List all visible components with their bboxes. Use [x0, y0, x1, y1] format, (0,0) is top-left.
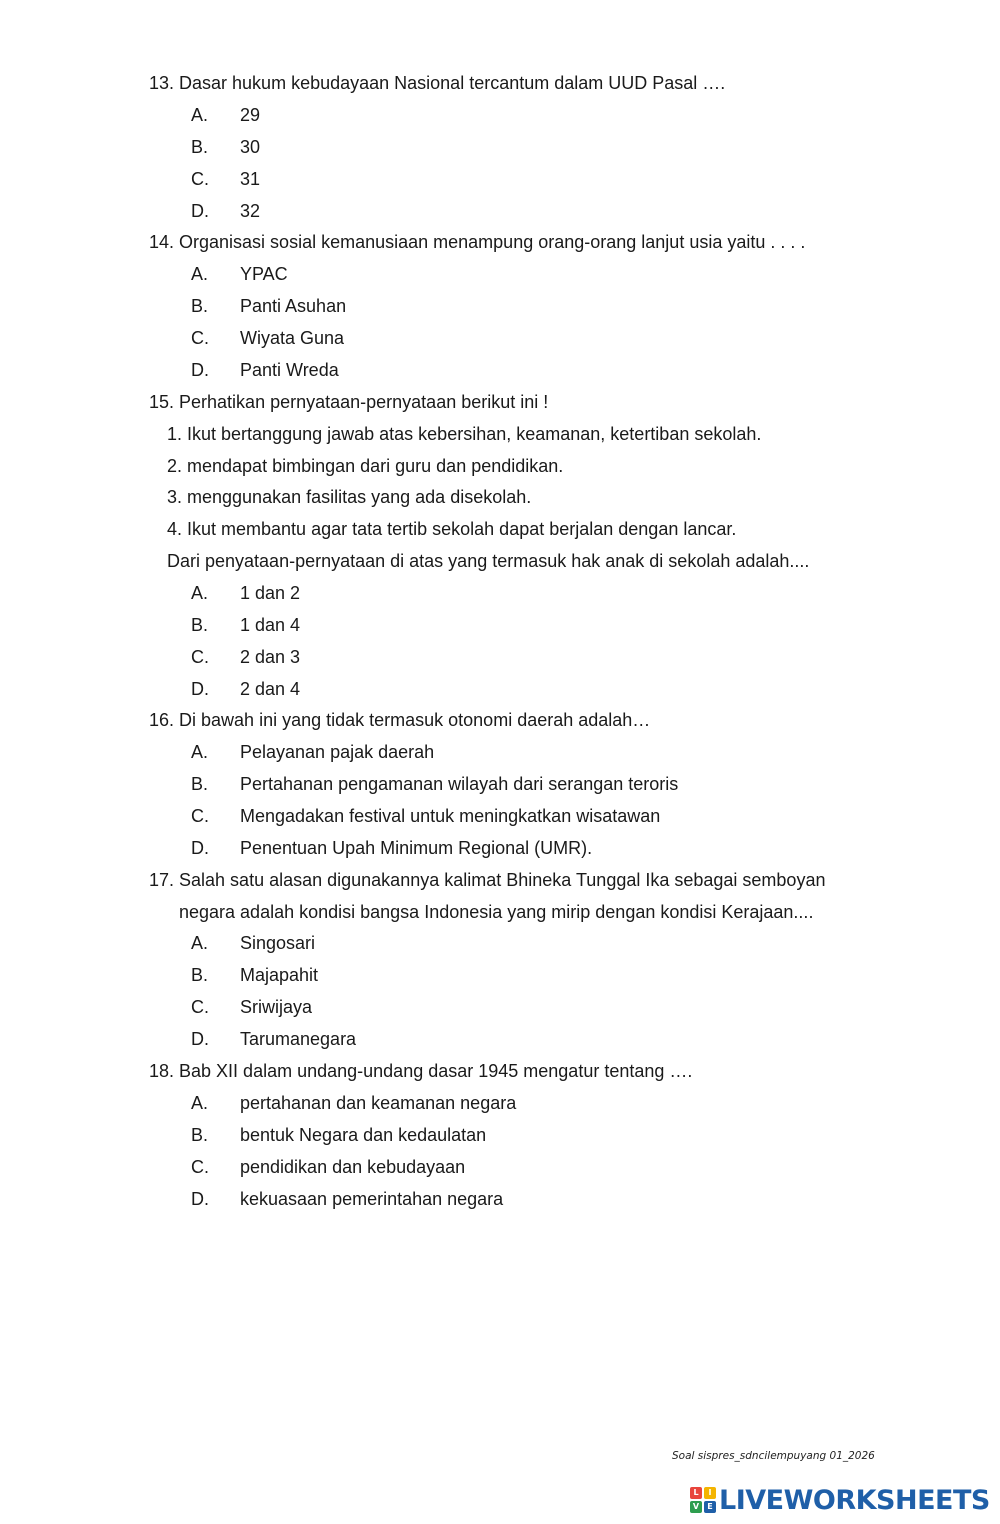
q16-option-a-letter: A. — [191, 742, 209, 762]
q14-option-c-letter: C. — [191, 328, 209, 348]
q14-option-d[interactable]: Panti Wreda — [240, 360, 339, 380]
q15-option-b-letter: B. — [191, 615, 209, 635]
question-16-stem: 16. Di bawah ini yang tidak termasuk otonomi daerah adalah… — [149, 710, 651, 730]
q13-option-c-letter: C. — [191, 169, 209, 189]
q15-option-d-letter: D. — [191, 679, 209, 699]
q15-option-b[interactable]: 1 dan 4 — [240, 615, 301, 635]
q17-option-b-letter: B. — [191, 965, 209, 985]
q14-option-c[interactable]: Wiyata Guna — [240, 328, 345, 348]
question-17-stem-cont: negara adalah kondisi bangsa Indonesia yang mirip dengan kondisi Kerajaan.... — [179, 902, 814, 922]
logo-tile-v: V — [690, 1501, 702, 1513]
q13-option-c[interactable]: 31 — [240, 169, 261, 189]
q15-statement-3: 3. menggunakan fasilitas yang ada disekolah. — [167, 487, 532, 507]
q14-option-b-letter: B. — [191, 296, 209, 316]
liveworksheets-logo-icon — [690, 1487, 716, 1513]
q16-option-a[interactable]: Pelayanan pajak daerah — [240, 742, 435, 762]
q18-option-a[interactable]: pertahanan dan keamanan negara — [240, 1093, 517, 1113]
q18-option-c-letter: C. — [191, 1157, 209, 1177]
q13-option-a-letter: A. — [191, 105, 209, 125]
q17-option-a[interactable]: Singosari — [240, 933, 316, 953]
q13-option-d[interactable]: 32 — [240, 201, 261, 221]
q13-option-b-letter: B. — [191, 137, 209, 157]
question-14-stem: 14. Organisasi sosial kemanusiaan menampung orang-orang lanjut usia yaitu . . . . — [149, 232, 806, 252]
q15-option-d[interactable]: 2 dan 4 — [240, 679, 301, 699]
logo-tile-i: I — [704, 1487, 716, 1499]
q15-statement-1: 1. Ikut bertanggung jawab atas kebersihan, keamanan, ketertiban sekolah. — [167, 424, 762, 444]
q18-option-b[interactable]: bentuk Negara dan kedaulatan — [240, 1125, 487, 1145]
q13-option-b[interactable]: 30 — [240, 137, 261, 157]
q18-option-a-letter: A. — [191, 1093, 209, 1113]
q16-option-d-letter: D. — [191, 838, 209, 858]
q14-option-a[interactable]: YPAC — [240, 264, 288, 284]
q17-option-d[interactable]: Tarumanegara — [240, 1029, 357, 1049]
q14-option-b[interactable]: Panti Asuhan — [240, 296, 347, 316]
liveworksheets-brand[interactable] — [690, 1484, 990, 1516]
q17-option-c[interactable]: Sriwijaya — [240, 997, 313, 1017]
q18-option-d[interactable]: kekuasaan pemerintahan negara — [240, 1189, 504, 1209]
logo-tile-e: E — [704, 1501, 716, 1513]
q17-option-d-letter: D. — [191, 1029, 209, 1049]
liveworksheets-wordmark: LIVEWORKSHEETS — [719, 1484, 990, 1516]
logo-tile-l: L — [690, 1487, 702, 1499]
q13-option-a[interactable]: 29 — [240, 105, 261, 125]
q16-option-d[interactable]: Penentuan Upah Minimum Regional (UMR). — [240, 838, 593, 858]
q15-option-c[interactable]: 2 dan 3 — [240, 647, 301, 667]
q17-option-c-letter: C. — [191, 997, 209, 1017]
q16-option-b[interactable]: Pertahanan pengamanan wilayah dari serangan teroris — [240, 774, 679, 794]
q16-option-c-letter: C. — [191, 806, 209, 826]
q14-option-a-letter: A. — [191, 264, 209, 284]
question-13-stem: 13. Dasar hukum kebudayaan Nasional tercantum dalam UUD Pasal …. — [149, 73, 726, 93]
q15-option-c-letter: C. — [191, 647, 209, 667]
q16-option-c[interactable]: Mengadakan festival untuk meningkatkan wisatawan — [240, 806, 661, 826]
q16-option-b-letter: B. — [191, 774, 209, 794]
q13-option-d-letter: D. — [191, 201, 209, 221]
q18-option-c[interactable]: pendidikan dan kebudayaan — [240, 1157, 466, 1177]
q14-option-d-letter: D. — [191, 360, 209, 380]
q17-option-a-letter: A. — [191, 933, 209, 953]
q18-option-d-letter: D. — [191, 1189, 209, 1209]
q15-statement-2: 2. mendapat bimbingan dari guru dan pendidikan. — [167, 456, 564, 476]
question-18-stem: 18. Bab XII dalam undang-undang dasar 1945 mengatur tentang …. — [149, 1061, 693, 1081]
question-17-stem: 17. Salah satu alasan digunakannya kalimat Bhineka Tunggal Ika sebagai semboyan — [149, 870, 826, 890]
q15-statement-4: 4. Ikut membantu agar tata tertib sekolah dapat berjalan dengan lancar. — [167, 519, 737, 539]
q17-option-b[interactable]: Majapahit — [240, 965, 319, 985]
question-15-stem: 15. Perhatikan pernyataan-pernyataan berikut ini ! — [149, 392, 549, 412]
q15-option-a[interactable]: 1 dan 2 — [240, 583, 301, 603]
footer-note: Soal sispres_sdncilempuyang 01_2026 — [672, 1450, 875, 1462]
q18-option-b-letter: B. — [191, 1125, 209, 1145]
q15-option-a-letter: A. — [191, 583, 209, 603]
q15-prompt: Dari penyataan-pernyataan di atas yang termasuk hak anak di sekolah adalah.... — [167, 551, 810, 571]
